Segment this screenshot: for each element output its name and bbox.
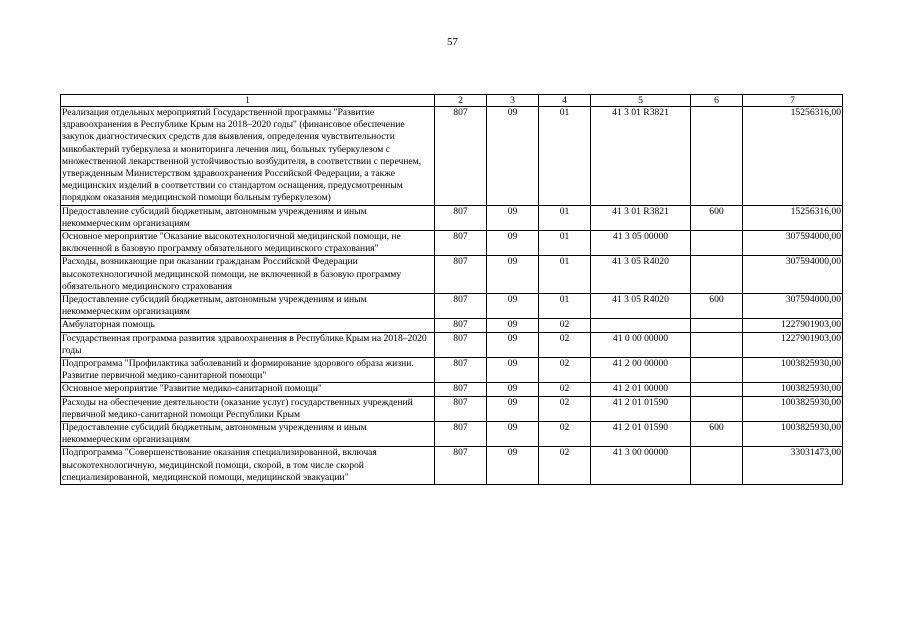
subsection-code: 01 <box>539 256 591 294</box>
table-row <box>61 422 843 447</box>
expense-type-code <box>691 319 743 332</box>
subsection-code: 02 <box>539 358 591 383</box>
ministry-code: 807 <box>435 107 487 206</box>
ministry-code: 807 <box>435 205 487 230</box>
target-article-code: 41 2 00 00000 <box>591 358 691 383</box>
header-cell: 7 <box>743 95 843 107</box>
ministry-code: 807 <box>435 231 487 256</box>
subsection-code: 02 <box>539 396 591 421</box>
expense-type-code <box>691 383 743 396</box>
section-code: 09 <box>487 422 539 447</box>
table-row <box>61 447 843 485</box>
subsection-code: 02 <box>539 383 591 396</box>
table-row <box>61 231 843 256</box>
table-row <box>61 256 843 294</box>
item-name: Государственная программа развития здравоохранения в Республике Крым на 2018–2020 годы <box>61 332 435 357</box>
expense-type-code <box>691 332 743 357</box>
expense-type-code: 600 <box>691 205 743 230</box>
expense-type-code <box>691 396 743 421</box>
subsection-code: 01 <box>539 294 591 319</box>
table-header-row <box>61 95 843 107</box>
subsection-code: 02 <box>539 422 591 447</box>
expense-type-code <box>691 256 743 294</box>
expense-type-code <box>691 231 743 256</box>
ministry-code: 807 <box>435 358 487 383</box>
item-name: Расходы на обеспечение деятельности (оказание услуг) государственных учреждений первичной медико-санитарной помощи Республики Крым <box>61 396 435 421</box>
item-name: Амбулаторная помощь <box>61 319 435 332</box>
amount: 1003825930,00 <box>743 358 843 383</box>
ministry-code: 807 <box>435 294 487 319</box>
amount: 1003825930,00 <box>743 422 843 447</box>
item-name: Расходы, возникающие при оказании гражданам Российской Федерации высокотехнологичной медицинской помощи, не включенной в базовую программу обязательного медицинского страхования <box>61 256 435 294</box>
item-name: Основное мероприятие "Оказание высокотехнологичной медицинской помощи, не включенной в базовую программу обязательного медицинского страхования" <box>61 231 435 256</box>
amount: 1003825930,00 <box>743 396 843 421</box>
header-cell: 4 <box>539 95 591 107</box>
target-article-code: 41 3 01 R3821 <box>591 205 691 230</box>
header-cell: 1 <box>61 95 435 107</box>
table-row <box>61 396 843 421</box>
table-row <box>61 205 843 230</box>
target-article-code: 41 0 00 00000 <box>591 332 691 357</box>
section-code: 09 <box>487 358 539 383</box>
header-cell: 6 <box>691 95 743 107</box>
section-code: 09 <box>487 332 539 357</box>
amount: 307594000,00 <box>743 294 843 319</box>
ministry-code: 807 <box>435 383 487 396</box>
target-article-code <box>591 319 691 332</box>
page-number: 57 <box>447 36 458 48</box>
table-row <box>61 358 843 383</box>
table-row <box>61 332 843 357</box>
header-cell: 5 <box>591 95 691 107</box>
table-row <box>61 319 843 332</box>
table-row <box>61 383 843 396</box>
amount: 307594000,00 <box>743 231 843 256</box>
item-name: Подпрограмма "Совершенствование оказания специализированной, включая высокотехнологичную, медицинской помощи, скорой, в том числе скорой специализированной, медицинской помощи, медицинской эвакуации" <box>61 447 435 485</box>
ministry-code: 807 <box>435 319 487 332</box>
amount: 15256316,00 <box>743 107 843 206</box>
ministry-code: 807 <box>435 447 487 485</box>
item-name: Реализация отдельных мероприятий Государственной программы "Развитие здравоохранения в Республике Крым на 2018–2020 годы" (финансовое обеспечение закупок диагностических средств для выявления, определения чувствительности микобактерий туберкулеза и мониторинга лечения лиц, больных туберкулезом с множественной лекарственной устойчивостью возбудителя, в соответствии с перечнем, утвержденным Министерством здравоохранения Российской Федерации, а также медицинских изделий в соответствии со стандартом оснащения, предусмотренным порядком оказания медицинской помощи больным туберкулезом) <box>61 107 435 206</box>
amount: 1003825930,00 <box>743 383 843 396</box>
table-row <box>61 107 843 206</box>
item-name: Предоставление субсидий бюджетным, автономным учреждениям и иным некоммерческим организациям <box>61 205 435 230</box>
target-article-code: 41 2 01 01590 <box>591 396 691 421</box>
subsection-code: 02 <box>539 319 591 332</box>
amount: 307594000,00 <box>743 256 843 294</box>
section-code: 09 <box>487 231 539 256</box>
section-code: 09 <box>487 319 539 332</box>
ministry-code: 807 <box>435 422 487 447</box>
item-name: Предоставление субсидий бюджетным, автономным учреждениям и иным некоммерческим организациям <box>61 294 435 319</box>
subsection-code: 01 <box>539 231 591 256</box>
section-code: 09 <box>487 294 539 319</box>
item-name: Подпрограмма "Профилактика заболеваний и формирование здорового образа жизни. Развитие первичной медико-санитарной помощи" <box>61 358 435 383</box>
target-article-code: 41 2 01 00000 <box>591 383 691 396</box>
subsection-code: 01 <box>539 107 591 206</box>
table-row <box>61 294 843 319</box>
section-code: 09 <box>487 256 539 294</box>
subsection-code: 02 <box>539 332 591 357</box>
expense-type-code <box>691 447 743 485</box>
expense-type-code: 600 <box>691 422 743 447</box>
header-cell: 2 <box>435 95 487 107</box>
item-name: Основное мероприятие "Развитие медико-санитарной помощи" <box>61 383 435 396</box>
expense-type-code: 600 <box>691 294 743 319</box>
section-code: 09 <box>487 205 539 230</box>
expense-type-code <box>691 107 743 206</box>
budget-table <box>60 94 843 485</box>
section-code: 09 <box>487 396 539 421</box>
ministry-code: 807 <box>435 396 487 421</box>
ministry-code: 807 <box>435 332 487 357</box>
amount: 15256316,00 <box>743 205 843 230</box>
target-article-code: 41 3 00 00000 <box>591 447 691 485</box>
target-article-code: 41 3 01 R3821 <box>591 107 691 206</box>
subsection-code: 02 <box>539 447 591 485</box>
amount: 33031473,00 <box>743 447 843 485</box>
amount: 1227901903,00 <box>743 332 843 357</box>
target-article-code: 41 3 05 R4020 <box>591 256 691 294</box>
section-code: 09 <box>487 447 539 485</box>
target-article-code: 41 2 01 01590 <box>591 422 691 447</box>
item-name: Предоставление субсидий бюджетным, автономным учреждениям и иным некоммерческим организациям <box>61 422 435 447</box>
expense-type-code <box>691 358 743 383</box>
ministry-code: 807 <box>435 256 487 294</box>
target-article-code: 41 3 05 R4020 <box>591 294 691 319</box>
target-article-code: 41 3 05 00000 <box>591 231 691 256</box>
section-code: 09 <box>487 383 539 396</box>
section-code: 09 <box>487 107 539 206</box>
header-cell: 3 <box>487 95 539 107</box>
amount: 1227901903,00 <box>743 319 843 332</box>
subsection-code: 01 <box>539 205 591 230</box>
